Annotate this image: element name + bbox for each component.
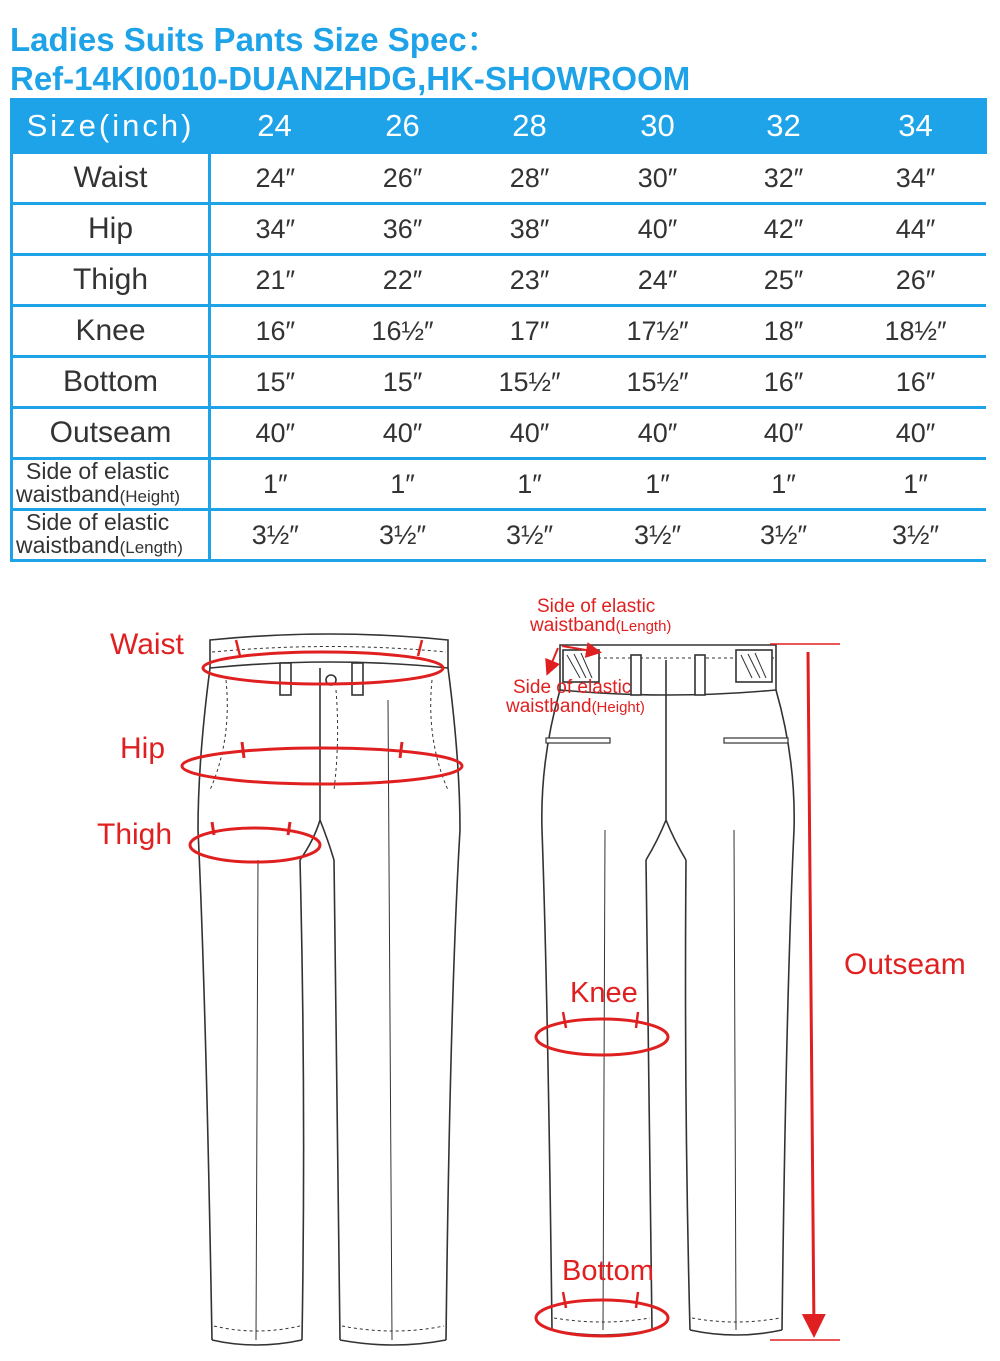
table-cell: 25″ bbox=[722, 255, 846, 306]
row-label-line: Side of elastic bbox=[26, 509, 170, 535]
table-row bbox=[12, 255, 986, 306]
table-cell: 16″ bbox=[210, 306, 340, 357]
row-label-line: waistband bbox=[16, 481, 120, 507]
back-label-elastic-height-sub bbox=[506, 696, 645, 718]
back-label-elastic-length-sub bbox=[530, 615, 671, 637]
front-label-thigh: Thigh bbox=[97, 818, 173, 851]
table-cell: 40″ bbox=[210, 408, 340, 459]
row-label-thigh: Thigh bbox=[12, 255, 210, 306]
back-label-elastic-height-main: Side of elastic bbox=[513, 677, 632, 698]
table-cell: 28″ bbox=[466, 153, 594, 204]
table-cell: 24″ bbox=[594, 255, 722, 306]
row-label-elastic-length bbox=[12, 510, 210, 561]
table-cell: 38″ bbox=[466, 204, 594, 255]
table-cell: 40″ bbox=[594, 204, 722, 255]
table-cell: 26″ bbox=[846, 255, 986, 306]
page-title: Ladies Suits Pants Size Spec： bbox=[10, 21, 500, 58]
table-cell: 3½″ bbox=[722, 510, 846, 561]
size-column-header: 28 bbox=[466, 100, 594, 153]
table-cell: 16″ bbox=[722, 357, 846, 408]
table-cell: 3½″ bbox=[594, 510, 722, 561]
table-cell: 40″ bbox=[846, 408, 986, 459]
table-cell: 15″ bbox=[210, 357, 340, 408]
table-cell: 40″ bbox=[722, 408, 846, 459]
table-cell: 44″ bbox=[846, 204, 986, 255]
table-cell: 1″ bbox=[722, 459, 846, 510]
row-label-waist: Waist bbox=[12, 153, 210, 204]
table-cell: 16″ bbox=[846, 357, 986, 408]
front-label-hip: Hip bbox=[120, 732, 166, 765]
table-row bbox=[12, 459, 986, 510]
table-cell: 40″ bbox=[466, 408, 594, 459]
row-label-hip: Hip bbox=[12, 204, 210, 255]
size-spec-table bbox=[10, 98, 987, 562]
table-row bbox=[12, 510, 986, 561]
table-cell: 1″ bbox=[340, 459, 466, 510]
table-cell: 23″ bbox=[466, 255, 594, 306]
table-cell: 18″ bbox=[722, 306, 846, 357]
table-cell: 21″ bbox=[210, 255, 340, 306]
front-pants-drawing bbox=[198, 634, 460, 1345]
row-label-bottom: Bottom bbox=[12, 357, 210, 408]
table-cell: 36″ bbox=[340, 204, 466, 255]
size-column-header: 24 bbox=[210, 100, 340, 153]
table-cell: 42″ bbox=[722, 204, 846, 255]
table-cell: 22″ bbox=[340, 255, 466, 306]
label-paren: (Height) bbox=[591, 699, 645, 716]
size-column-header: 32 bbox=[722, 100, 846, 153]
table-cell: 3½″ bbox=[340, 510, 466, 561]
table-cell: 16½″ bbox=[340, 306, 466, 357]
table-cell: 1″ bbox=[594, 459, 722, 510]
table-cell: 3½″ bbox=[846, 510, 986, 561]
table-cell: 3½″ bbox=[466, 510, 594, 561]
row-label-paren: (Length) bbox=[119, 538, 183, 557]
table-row bbox=[12, 204, 986, 255]
table-cell: 3½″ bbox=[210, 510, 340, 561]
back-label-knee: Knee bbox=[570, 977, 638, 1009]
row-label-line: waistband bbox=[16, 532, 120, 558]
label-text: waistband bbox=[506, 696, 592, 717]
row-label-paren: (Height) bbox=[119, 487, 181, 506]
table-cell: 15″ bbox=[340, 357, 466, 408]
table-cell: 30″ bbox=[594, 153, 722, 204]
table-cell: 1″ bbox=[466, 459, 594, 510]
size-column-header: 30 bbox=[594, 100, 722, 153]
table-cell: 34″ bbox=[846, 153, 986, 204]
front-measure-marks bbox=[182, 640, 462, 862]
back-label-bottom: Bottom bbox=[562, 1255, 654, 1287]
page-subtitle: Ref-14KI0010-DUANZHDG,HK-SHOWROOM bbox=[10, 60, 691, 97]
row-label-outseam: Outseam bbox=[12, 408, 210, 459]
table-cell: 18½″ bbox=[846, 306, 986, 357]
table-cell: 1″ bbox=[210, 459, 340, 510]
label-text: waistband bbox=[530, 615, 616, 636]
table-header-row bbox=[12, 100, 986, 153]
table-row bbox=[12, 408, 986, 459]
table-cell: 1″ bbox=[846, 459, 986, 510]
table-cell: 15½″ bbox=[594, 357, 722, 408]
label-paren: (Length) bbox=[615, 618, 672, 635]
table-cell: 26″ bbox=[340, 153, 466, 204]
back-label-elastic-length-main: Side of elastic bbox=[537, 596, 656, 617]
size-column-header: 26 bbox=[340, 100, 466, 153]
back-label-outseam: Outseam bbox=[844, 948, 966, 981]
table-row bbox=[12, 153, 986, 204]
table-cell: 40″ bbox=[594, 408, 722, 459]
front-label-waist: Waist bbox=[110, 628, 184, 661]
table-cell: 17″ bbox=[466, 306, 594, 357]
size-column-header: 34 bbox=[846, 100, 986, 153]
size-header: Size(inch) bbox=[12, 100, 210, 153]
table-row bbox=[12, 306, 986, 357]
table-cell: 40″ bbox=[340, 408, 466, 459]
row-label-line: Side of elastic bbox=[26, 458, 170, 484]
table-cell: 17½″ bbox=[594, 306, 722, 357]
table-cell: 15½″ bbox=[466, 357, 594, 408]
table-cell: 24″ bbox=[210, 153, 340, 204]
row-label-elastic-height bbox=[12, 459, 210, 510]
table-cell: 32″ bbox=[722, 153, 846, 204]
table-cell: 34″ bbox=[210, 204, 340, 255]
table-row bbox=[12, 357, 986, 408]
row-label-knee: Knee bbox=[12, 306, 210, 357]
